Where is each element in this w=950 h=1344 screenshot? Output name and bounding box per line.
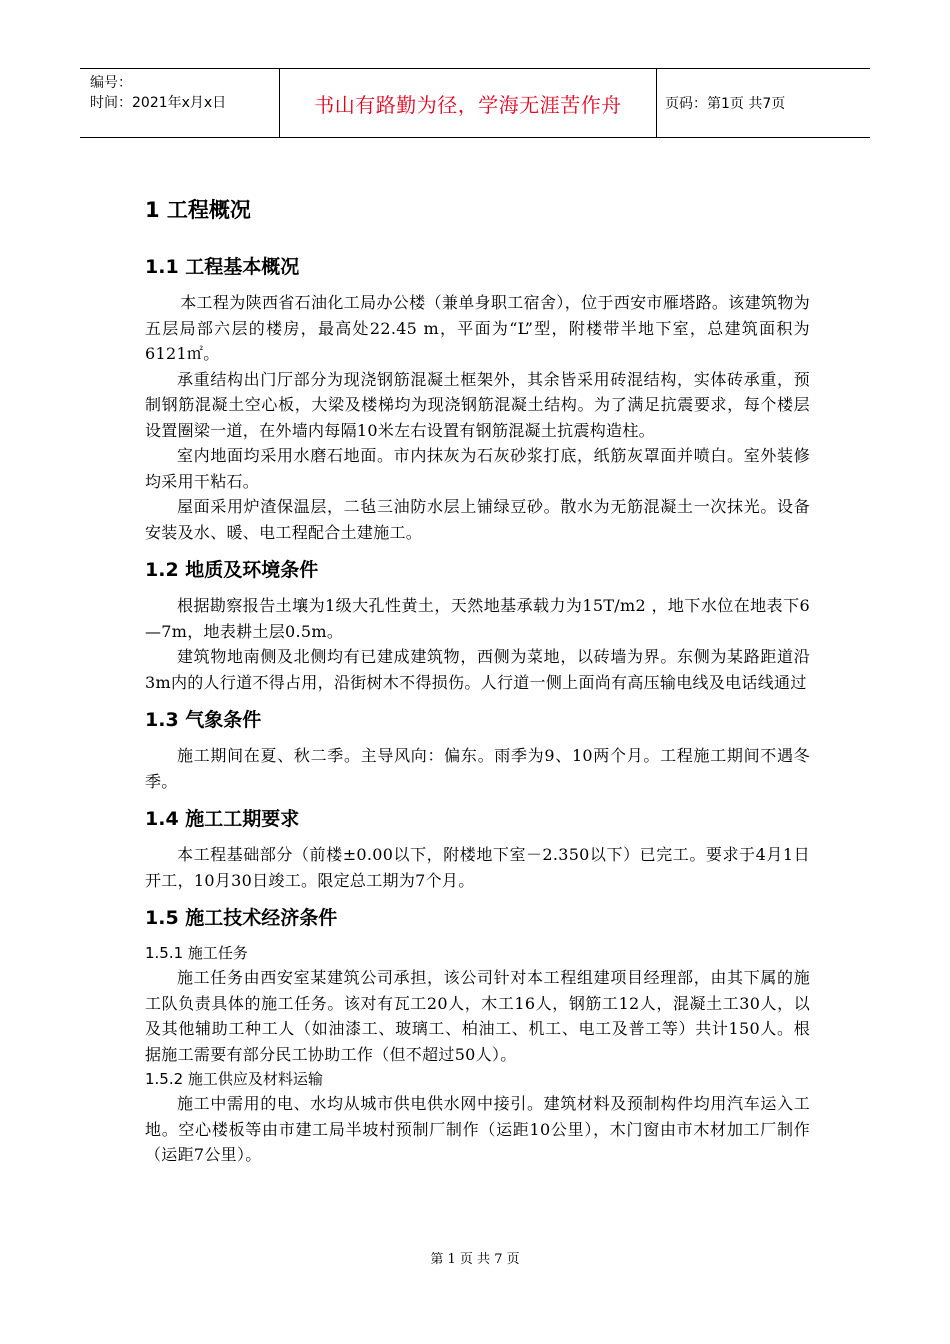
header-meta bbox=[80, 69, 280, 137]
section-heading: 1.2 地质及环境条件 bbox=[145, 559, 319, 581]
section-heading: 1.1 工程基本概况 bbox=[145, 256, 300, 278]
paragraph: 室内地面均采用水磨石地面。市内抹灰为石灰砂浆打底，纸筋灰罩面并喷白。室外装修均采用干粘石。 bbox=[145, 446, 810, 491]
paragraph: 施工任务由西安室某建筑公司承担，该公司针对本工程组建项目经理部，由其下属的施工队负责具体的施工任务。该对有瓦工20人，木工16人，钢筋工12人，混凝土工30人，以及其他辅助工种工人（如油漆工、玻璃工、柏油工、机工、电工及普工等）共计150人。根据施工需要有部分民工协助工作（但不超过50人）。 bbox=[145, 968, 810, 1064]
page-header bbox=[80, 68, 870, 138]
paragraph: 施工期间在夏、秋二季。主导风向：偏东。雨季为9、10两个月。工程施工期间不遇冬季。 bbox=[145, 746, 810, 791]
paragraph: 建筑物地南侧及北侧均有已建成建筑物，西侧为菜地，以砖墙为界。东侧为某路距道沿3m内的人行道不得占用，沿街树木不得损伤。人行道一侧上面尚有高压输电线及电话线通过 bbox=[145, 647, 810, 692]
section-heading: 1.3 气象条件 bbox=[145, 709, 262, 731]
subsection-heading: 1.5.2 施工供应及材料运输 bbox=[145, 1070, 323, 1088]
paragraph: 本工程基础部分（前楼±0.00以下，附楼地下室－2.350以下）已完工。要求于4月1日开工，10月30日竣工。限定总工期为7个月。 bbox=[145, 845, 810, 890]
paragraph: 根据勘察报告土壤为1级大孔性黄土，天然地基承载力为15T/m2 ，地下水位在地表下6—7m，地表耕土层0.5m。 bbox=[145, 596, 810, 641]
header-motto: 书山有路勤为径，学海无涯苦作舟 bbox=[280, 69, 657, 137]
header-page-info: 页码：第1页 共7页 bbox=[665, 96, 786, 112]
page-footer: 第 1 页 共 7 页 bbox=[430, 1252, 520, 1267]
time-label: 时间：2021年x月x日 bbox=[90, 95, 227, 111]
number-label: 编号： bbox=[90, 75, 132, 91]
section-heading: 1.4 施工工期要求 bbox=[145, 808, 300, 830]
paragraph: 本工程为陕西省石油化工局办公楼（兼单身职工宿舍），位于西安市雁塔路。该建筑物为五层局部六层的楼房，最高处22.45 m，平面为“L”型，附楼带半地下室，总建筑面积为6121㎡。 bbox=[145, 293, 810, 363]
section-heading: 1.5 施工技术经济条件 bbox=[145, 907, 338, 929]
doc-title: 1 工程概况 bbox=[145, 198, 251, 222]
paragraph: 施工中需用的电、水均从城市供电供水网中接引。建筑材料及预制构件均用汽车运入工地。空心楼板等由市建工局半坡村预制厂制作（运距10公里），木门窗由市木材加工厂制作（运距7公里）。 bbox=[145, 1094, 810, 1164]
paragraph: 屋面采用炉渣保温层，二毡三油防水层上铺绿豆砂。散水为无筋混凝土一次抹光。设备安装及水、暖、电工程配合土建施工。 bbox=[145, 497, 810, 542]
paragraph: 承重结构出门厅部分为现浇钢筋混凝土框架外，其余皆采用砖混结构，实体砖承重，预制钢筋混凝土空心板，大梁及楼梯均为现浇钢筋混凝土结构。为了满足抗震要求，每个楼层设置圈梁一道，在外墙内每隔10米左右设置有钢筋混凝土抗震构造柱。 bbox=[145, 369, 810, 440]
subsection-heading: 1.5.1 施工任务 bbox=[145, 944, 248, 962]
document-body bbox=[145, 190, 810, 1168]
